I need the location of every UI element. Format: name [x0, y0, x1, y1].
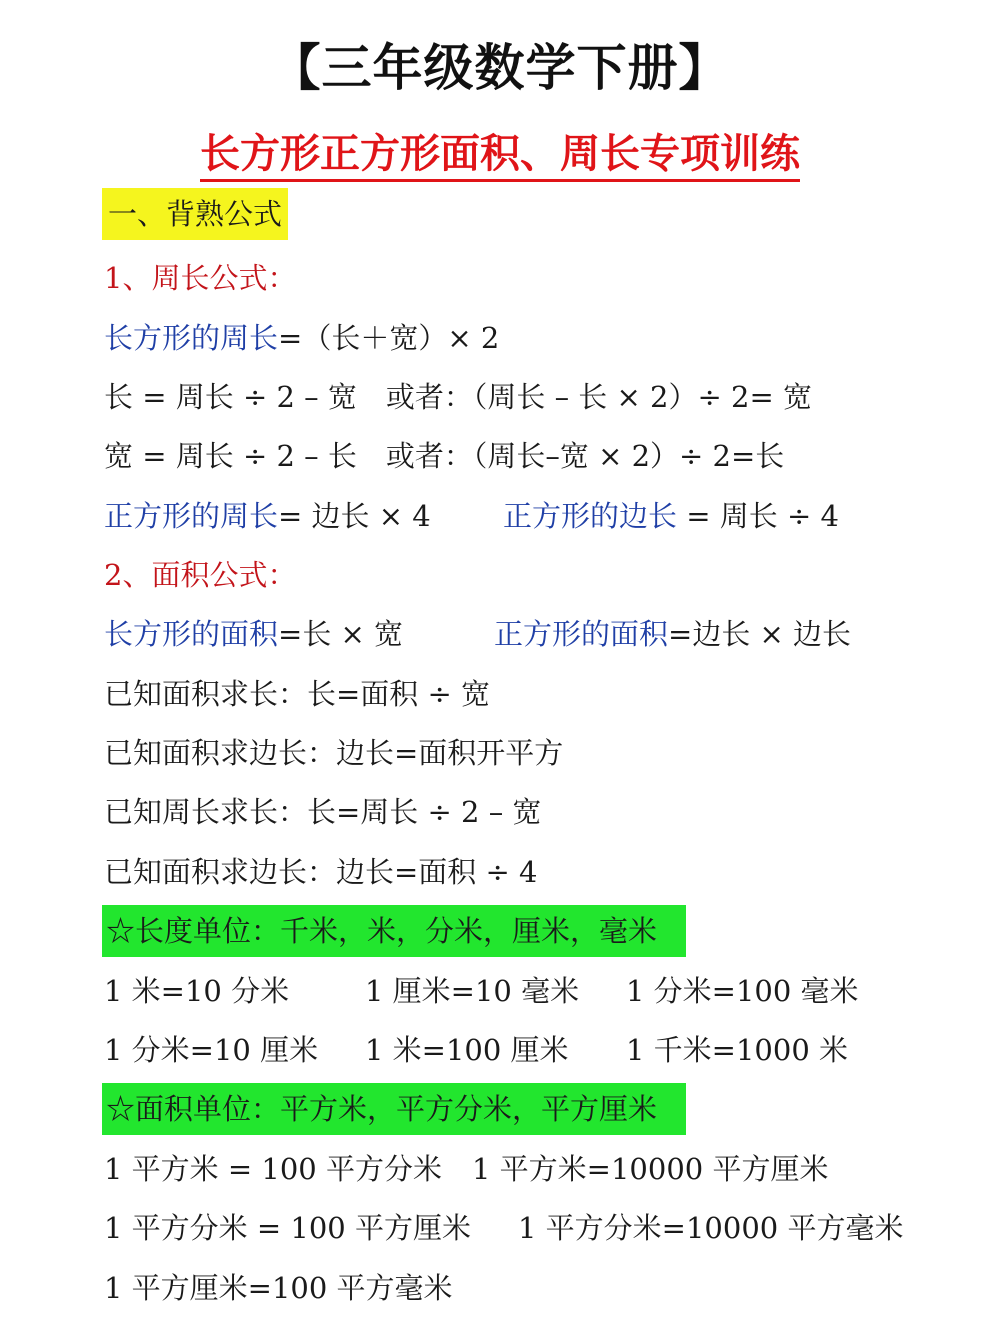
square-perimeter-label: 正方形的周长: [104, 499, 279, 533]
square-area-formula: =边长 × 边长: [668, 617, 852, 651]
area-unit-cell: 1 平方分米=10000 平方毫米: [518, 1211, 904, 1245]
area-rule-line: 已知面积求边长：边长=面积 ÷ 4: [104, 855, 538, 889]
length-unit-cell: 1 分米=100 毫米: [626, 974, 859, 1008]
length-from-perimeter-line: 长 = 周长 ÷ 2 – 宽 或者：（周长 – 长 × 2）÷ 2= 宽: [104, 380, 812, 414]
length-unit-cell: 1 千米=1000 米: [626, 1033, 848, 1067]
rect-area-label: 长方形的面积: [104, 617, 279, 651]
length-unit-cell: 1 分米=10 厘米: [104, 1033, 319, 1067]
area-rule-line: 已知周长求长：长=周长 ÷ 2 – 宽: [104, 795, 542, 829]
area-heading: 2、面积公式：: [104, 558, 297, 592]
rect-area-line: [104, 614, 403, 654]
page-title: 【三年级数学下册】: [270, 39, 730, 97]
width-from-perimeter-line: 宽 = 周长 ÷ 2 – 长 或者：（周长–宽 × 2）÷ 2=长: [104, 439, 785, 473]
page-subtitle: [0, 122, 1000, 179]
rect-perimeter-label: 长方形的周长: [104, 321, 279, 355]
perimeter-heading: 1、周长公式：: [104, 261, 297, 295]
subtitle-text: 长方形正方形面积、周长专项训练: [200, 131, 800, 182]
area-rule-line: 已知面积求长：长=面积 ÷ 宽: [104, 677, 491, 711]
square-side-formula: = 周长 ÷ 4: [677, 499, 839, 533]
square-perimeter-line: [104, 496, 431, 536]
area-unit-cell: 1 平方厘米=100 平方毫米: [104, 1271, 453, 1305]
length-unit-cell: 1 厘米=10 毫米: [365, 974, 580, 1008]
square-area-label: 正方形的面积: [494, 617, 669, 651]
rect-perimeter-line: [104, 318, 499, 358]
length-units-banner: ☆长度单位：千米，米，分米，厘米，毫米: [102, 905, 686, 957]
square-perimeter-formula: = 边长 × 4: [278, 499, 431, 533]
square-area-line: [494, 614, 851, 654]
area-unit-cell: 1 平方分米 = 100 平方厘米: [104, 1211, 471, 1245]
area-rule-line: 已知面积求边长：边长=面积开平方: [104, 736, 564, 770]
section-heading-formulas: 一、背熟公式: [102, 188, 288, 240]
area-units-banner: ☆面积单位：平方米，平方分米，平方厘米: [102, 1083, 686, 1135]
area-unit-cell: 1 平方米=10000 平方厘米: [472, 1152, 829, 1186]
length-unit-cell: 1 米=10 分米: [104, 974, 290, 1008]
rect-perimeter-formula: =（长＋宽）× 2: [278, 321, 500, 355]
square-side-line: [503, 496, 839, 536]
length-unit-cell: 1 米=100 厘米: [365, 1033, 569, 1067]
square-side-label: 正方形的边长: [503, 499, 678, 533]
rect-area-formula: =长 × 宽: [278, 617, 404, 651]
area-unit-cell: 1 平方米 = 100 平方分米: [104, 1152, 442, 1186]
